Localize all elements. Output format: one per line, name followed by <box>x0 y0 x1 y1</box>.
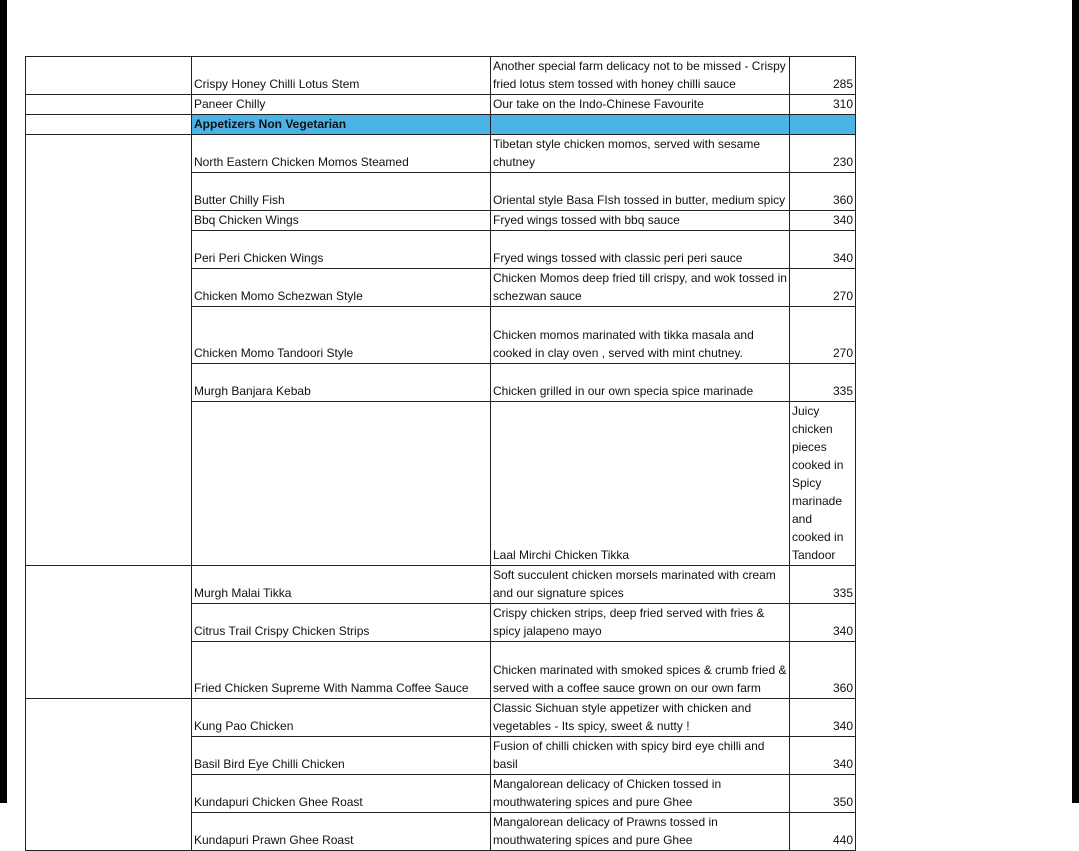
dish-price: 230 <box>790 135 856 173</box>
frame-edge-right <box>1072 0 1079 803</box>
menu-row <box>26 135 856 173</box>
dish-name: Chicken Momo Schezwan Style <box>192 269 491 307</box>
dish-price: 360 <box>790 173 856 211</box>
food-photo-chicken-strips-fries <box>26 566 192 699</box>
menu-row <box>26 566 856 604</box>
dish-name: Kung Pao Chicken <box>192 699 491 737</box>
dish-price: 270 <box>790 269 856 307</box>
dish-name: Murgh Malai Tikka <box>192 566 491 604</box>
dish-price: 335 <box>790 566 856 604</box>
section-blank <box>491 115 790 135</box>
section-row <box>26 115 856 135</box>
dish-name: Peri Peri Chicken Wings <box>192 231 491 269</box>
dish-description: Crispy chicken strips, deep fried served with fries & spicy jalapeno mayo <box>491 604 790 642</box>
dish-description: Classic Sichuan style appetizer with chicken and vegetables - Its spicy, sweet & nutty ! <box>491 699 790 737</box>
dish-price: 350 <box>790 775 856 813</box>
dish-price: 285 <box>790 57 856 95</box>
dish-name: Crispy Honey Chilli Lotus Stem <box>192 57 491 95</box>
dish-description: Mangalorean delicacy of Chicken tossed in mouthwatering spices and pure Ghee <box>491 775 790 813</box>
dish-price: 360 <box>790 642 856 699</box>
dish-name: Basil Bird Eye Chilli Chicken <box>192 737 491 775</box>
dish-description: Tibetan style chicken momos, served with sesame chutney <box>491 135 790 173</box>
dish-description: Mangalorean delicacy of Prawns tossed in mouthwatering spices and pure Ghee <box>491 813 790 851</box>
menu-row <box>26 699 856 737</box>
dish-description: Chicken Momos deep fried till crispy, and wok tossed in schezwan sauce <box>491 269 790 307</box>
dish-price: 340 <box>790 604 856 642</box>
dish-description: Chicken momos marinated with tikka masala and cooked in clay oven , served with mint chutney. <box>491 307 790 364</box>
menu-row <box>26 95 856 115</box>
dish-price: 440 <box>790 813 856 851</box>
dish-name: Murgh Banjara Kebab <box>192 364 491 402</box>
dish-price: 340 <box>790 231 856 269</box>
dish-price: 310 <box>790 95 856 115</box>
dish-name: Kundapuri Chicken Ghee Roast <box>192 775 491 813</box>
dish-description: Our take on the Indo-Chinese Favourite <box>491 95 790 115</box>
dish-name: Butter Chilly Fish <box>192 173 491 211</box>
dish-description: Fusion of chilli chicken with spicy bird eye chilli and basil <box>491 737 790 775</box>
dish-name: Bbq Chicken Wings <box>192 211 491 231</box>
dish-name: Kundapuri Prawn Ghee Roast <box>192 813 491 851</box>
dish-name: Paneer Chilly <box>192 95 491 115</box>
dish-name: North Eastern Chicken Momos Steamed <box>192 135 491 173</box>
dish-name: Citrus Trail Crispy Chicken Strips <box>192 604 491 642</box>
dish-description: Oriental style Basa FIsh tossed in butter, medium spicy <box>491 173 790 211</box>
section-blank <box>790 115 856 135</box>
dish-name: Chicken Momo Tandoori Style <box>192 307 491 364</box>
dish-description: Fryed wings tossed with classic peri peri sauce <box>491 231 790 269</box>
dish-price: 340 <box>790 699 856 737</box>
menu-table <box>25 56 856 851</box>
food-photo-fried-chicken-fries <box>26 699 192 851</box>
dish-name: Laal Mirchi Chicken Tikka <box>491 402 790 566</box>
dish-description: Fryed wings tossed with bbq sauce <box>491 211 790 231</box>
food-photo-chicken-platter <box>26 135 192 566</box>
dish-description: Chicken grilled in our own specia spice marinade <box>491 364 790 402</box>
dish-description: Juicy chicken pieces cooked in Spicy marinade and cooked in Tandoor <box>790 402 856 566</box>
dish-description: Soft succulent chicken morsels marinated with cream and our signature spices <box>491 566 790 604</box>
menu-row <box>26 57 856 95</box>
blank-cell <box>192 402 491 566</box>
dish-price: 340 <box>790 737 856 775</box>
section-title: Appetizers Non Vegetarian <box>192 115 491 135</box>
frame-edge-left <box>0 0 7 803</box>
dish-price: 270 <box>790 307 856 364</box>
dish-description: Another special farm delicacy not to be missed - Crispy fried lotus stem tossed with honey chilli sauce <box>491 57 790 95</box>
dish-price: 335 <box>790 364 856 402</box>
food-photo-salad <box>26 57 192 95</box>
dish-name: Fried Chicken Supreme With Namma Coffee Sauce <box>192 642 491 699</box>
blank-cell <box>26 115 192 135</box>
dish-description: Chicken marinated with smoked spices & crumb fried & served with a coffee sauce grown on our own farm <box>491 642 790 699</box>
dish-price: 340 <box>790 211 856 231</box>
blank-cell <box>26 95 192 115</box>
